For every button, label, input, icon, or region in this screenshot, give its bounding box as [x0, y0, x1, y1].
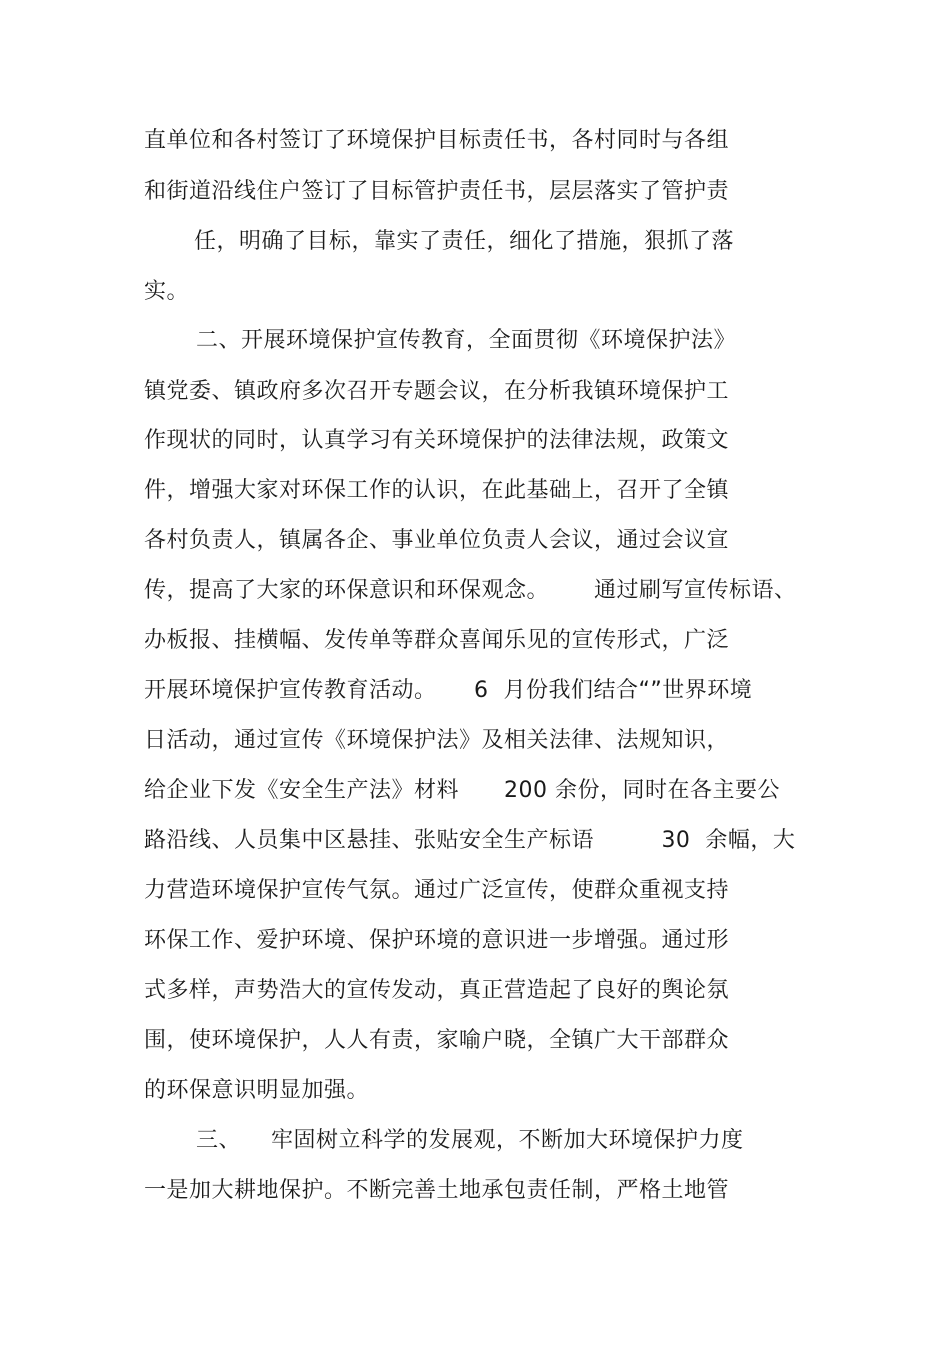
- text-line: 力营造环境保护宣传气氛。通过广泛宣传，使群众重视支持: [144, 878, 730, 903]
- text-line: 传，提高了大家的环保意识和环保观念。 通过刷写宣传标语、: [144, 578, 797, 603]
- text-line: 直单位和各村签订了环境保护目标责任书，各村同时与各组: [144, 128, 730, 153]
- text-line: 作现状的同时，认真学习有关环境保护的法律法规，政策文: [144, 428, 730, 453]
- text-line: 路沿线、人员集中区悬挂、张贴安全生产标语 30 余幅，大: [144, 828, 796, 853]
- text-line: 式多样，声势浩大的宣传发动，真正营造起了良好的舆论氛: [144, 978, 730, 1003]
- section-heading: 二、开展环境保护宣传教育，全面贯彻《环境保护法》: [196, 328, 737, 353]
- text-line: 环保工作、爱护环境、保护环境的意识进一步增强。通过形: [144, 928, 730, 953]
- text-line: 给企业下发《安全生产法》材料 200 余份，同时在各主要公: [144, 778, 780, 803]
- text-line: 办板报、挂横幅、发传单等群众喜闻乐见的宣传形式，广泛: [144, 628, 730, 653]
- text-line: 开展环境保护宣传教育活动。 6 月份我们结合“”世界环境: [144, 678, 753, 703]
- text-line: 镇党委、镇政府多次召开专题会议，在分析我镇环境保护工: [144, 379, 730, 404]
- text-line: 各村负责人，镇属各企、事业单位负责人会议，通过会议宣: [144, 528, 730, 553]
- text-line: 一是加大耕地保护。不断完善土地承包责任制，严格土地管: [144, 1178, 730, 1203]
- text-line: 的环保意识明显加强。: [144, 1078, 370, 1103]
- text-line: 实。: [144, 279, 190, 304]
- text-line: 和街道沿线住户签订了目标管护责任书，层层落实了管护责: [144, 179, 730, 204]
- text-line: 日活动，通过宣传《环境保护法》及相关法律、法规知识，: [144, 728, 730, 753]
- section-heading: 三、 牢固树立科学的发展观，不断加大环境保护力度: [196, 1128, 744, 1153]
- text-line: 件，增强大家对环保工作的认识，在此基础上，召开了全镇: [144, 478, 730, 503]
- text-line: 围，使环境保护，人人有责，家喻户晓，全镇广大干部群众: [144, 1028, 730, 1053]
- text-line: 任，明确了目标，靠实了责任，细化了措施，狠抓了落: [194, 229, 735, 254]
